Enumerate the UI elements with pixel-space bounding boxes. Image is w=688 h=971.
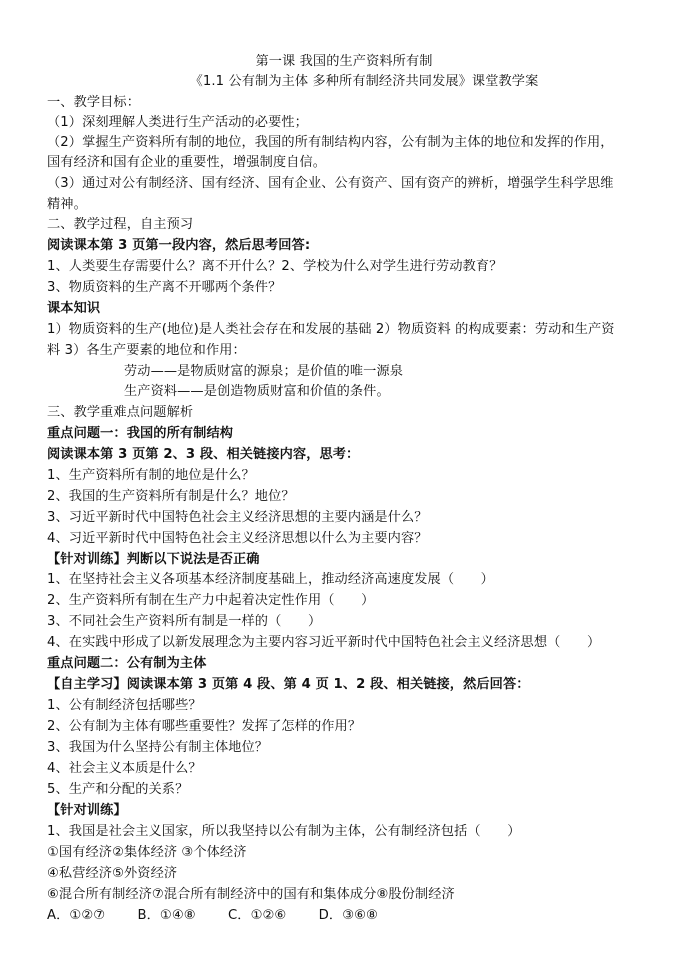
mc-option-line2: ④私营经济⑤外资经济 xyxy=(47,866,178,881)
choice-a: A．①②⑦ xyxy=(47,908,106,923)
issue1-question-2: 2、我国的生产资料所有制是什么？地位？ xyxy=(47,489,295,504)
goal-1: （1）深刻理解人类进行生产活动的必要性； xyxy=(47,115,308,130)
section1-heading: 一、教学目标： xyxy=(47,95,141,110)
judgement-2: 2、生产资料所有制在生产力中起着决定性作用（ ） xyxy=(47,593,375,608)
knowledge-line1: 1）物质资料的生产(地位)是人类社会存在和发展的基础 2）物质资料 的构成要素：劳动和生产资 xyxy=(47,322,615,337)
goal-3-line1: （3）通过对公有制经济、国有经济、国有企业、公有资产、国有资产的辨析，增强学生科学思维 xyxy=(47,176,614,191)
choice-b: B．①④⑧ xyxy=(137,908,196,923)
knowledge-line2: 料 3）各生产要素的地位和作用： xyxy=(47,343,246,358)
self-study-question-2: 2、公有制为主体有哪些重要性？发挥了怎样的作用？ xyxy=(47,719,362,734)
preview-question-3: 3、物质资料的生产离不开哪两个条件？ xyxy=(47,280,282,295)
textbook-knowledge-heading: 课本知识 xyxy=(47,301,101,316)
means-of-production-role: 生产资料——是创造物质财富和价值的条件。 xyxy=(124,384,390,399)
self-study-question-5: 5、生产和分配的关系？ xyxy=(47,782,189,797)
section2-heading: 二、教学过程，自主预习 xyxy=(47,217,194,232)
preview-question-1: 1、人类要生存需要什么？离不开什么？2、学校为什么对学生进行劳动教育？ xyxy=(47,259,503,274)
judgement-4: 4、在实践中形成了以新发展理念为主要内容习近平新时代中国特色社会主义经济思想（ ） xyxy=(47,635,601,650)
goal-2-line2: 国有经济和国有企业的重要性，增强制度自信。 xyxy=(47,155,327,170)
key-issue-1: 重点问题一：我国的所有制结构 xyxy=(47,426,234,441)
reading-instruction: 阅读课本第 3 页第一段内容，然后思考回答: xyxy=(47,238,311,253)
choice-d: D．③⑥⑧ xyxy=(318,908,378,923)
goal-2-line1: （2）掌握生产资料所有制的地位，我国的所有制结构内容，公有制为主体的地位和发挥的作用， xyxy=(47,135,614,150)
choice-c: C．①②⑥ xyxy=(227,908,287,923)
mc-option-line1: ①国有经济②集体经济 ③个体经济 xyxy=(47,845,247,860)
training-heading-2: 【针对训练】 xyxy=(47,803,127,818)
self-study-question-4: 4、社会主义本质是什么？ xyxy=(47,761,202,776)
lesson-subtitle: 《1.1 公有制为主体 多种所有制经济共同发展》课堂教学案 xyxy=(189,74,539,89)
judgement-1: 1、在坚持社会主义各项基本经济制度基础上，推动经济高速度发展（ ） xyxy=(47,572,494,587)
issue1-question-1: 1、生产资料所有制的地位是什么？ xyxy=(47,468,255,483)
issue1-question-3: 3、习近平新时代中国特色社会主义经济思想的主要内涵是什么？ xyxy=(47,510,428,525)
key-issue-2: 重点问题二：公有制为主体 xyxy=(47,656,207,671)
self-study-question-1: 1、公有制经济包括哪些？ xyxy=(47,698,202,713)
self-study-question-3: 3、我国为什么坚持公有制主体地位？ xyxy=(47,740,269,755)
mc-choices xyxy=(47,906,647,926)
goal-3-line2: 精神。 xyxy=(47,197,87,212)
mc-option-line3: ⑥混合所有制经济⑦混合所有制经济中的国有和集体成分⑧股份制经济 xyxy=(47,887,455,902)
section3-heading: 三、教学重难点问题解析 xyxy=(47,405,194,420)
judgement-3: 3、不同社会生产资料所有制是一样的（ ） xyxy=(47,614,322,629)
issue1-question-4: 4、习近平新时代中国特色社会主义经济思想以什么为主要内容？ xyxy=(47,531,428,546)
training-heading-1: 【针对训练】判断以下说法是否正确 xyxy=(47,552,260,567)
labor-role: 劳动——是物质财富的源泉；是价值的唯一源泉 xyxy=(124,364,404,379)
lesson-title: 第一课 我国的生产资料所有制 xyxy=(255,54,433,69)
mc-question-1: 1、我国是社会主义国家，所以我坚持以公有制为主体，公有制经济包括（ ） xyxy=(47,824,521,839)
self-study-heading: 【自主学习】阅读课本第 3 页第 4 段、第 4 页 1、2 段、相关链接，然后回答： xyxy=(47,677,530,692)
reading-instruction-2: 阅读课本第 3 页第 2、3 段、相关链接内容，思考： xyxy=(47,447,360,462)
